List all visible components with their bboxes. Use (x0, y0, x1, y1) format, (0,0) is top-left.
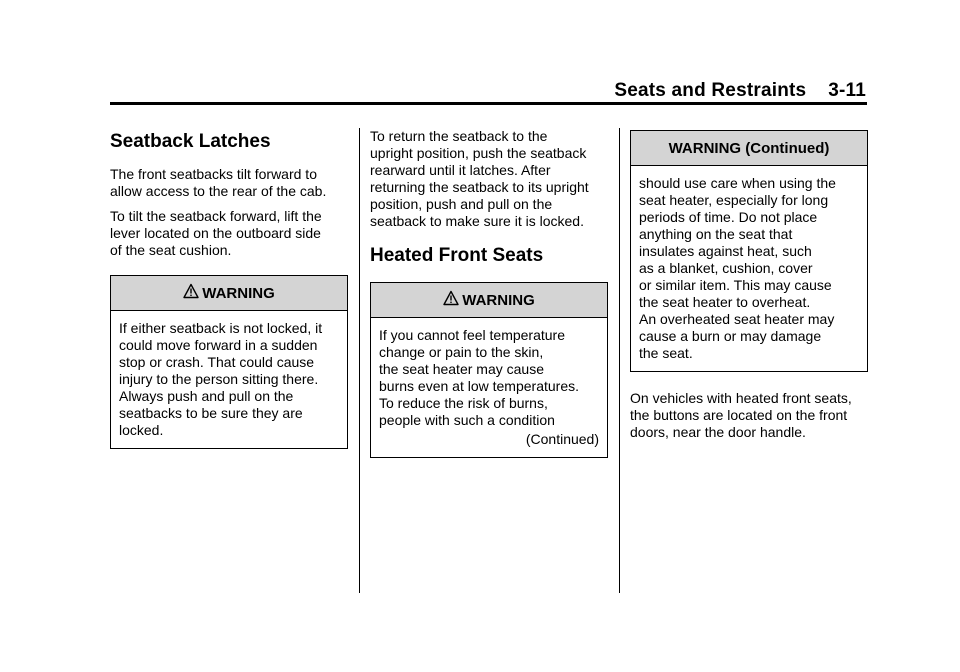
text-line: of the seat cushion. (110, 242, 232, 258)
continued-label: (Continued) (525, 431, 599, 447)
text-line: The front seatbacks tilt forward to (110, 166, 317, 182)
text-line: injury to the person sitting there. (119, 371, 319, 387)
text-line: returning the seatback to its upright (370, 179, 589, 195)
text-line: seatback to make sure it is locked. (370, 213, 584, 229)
warning-label: WARNING (462, 291, 535, 309)
text-line: stop or crash. That could cause (119, 354, 315, 370)
text-line: seat heater, especially for long (639, 192, 829, 208)
text-line: If you cannot feel temperature (379, 327, 565, 343)
paragraph-seatback-tilt (110, 166, 348, 200)
section-heading-seatback-latches: Seatback Latches (110, 131, 271, 152)
warning-body (631, 166, 867, 371)
text-line: insulates against heat, such (639, 243, 812, 259)
warning-body (111, 311, 347, 448)
text-line: position, push and pull on the (370, 196, 553, 212)
column-separator-2 (619, 128, 620, 593)
text-line: anything on the seat that (639, 226, 793, 242)
text-line: seatbacks to be sure they are (119, 405, 303, 421)
text-line: An overheated seat heater may (639, 311, 835, 327)
text-line: doors, near the door handle. (630, 424, 806, 440)
text-line: the seat. (639, 345, 693, 361)
warning-box-continued (630, 130, 868, 372)
text-line: as a blanket, cushion, cover (639, 260, 813, 276)
text-line: lever located on the outboard side (110, 225, 321, 241)
text-line: should use care when using the (639, 175, 836, 191)
text-line: people with such a condition (379, 412, 555, 428)
text-line: On vehicles with heated front seats, (630, 390, 852, 406)
text-line: change or pain to the skin, (379, 344, 544, 360)
text-line: Always push and pull on the (119, 388, 294, 404)
text-line: the seat heater may cause (379, 361, 544, 377)
warning-box-seatback (110, 275, 348, 449)
text-line: To tilt the seatback forward, lift the (110, 208, 322, 224)
text-line: burns even at low temperatures. (379, 378, 579, 394)
text-line: To reduce the risk of burns, (379, 395, 548, 411)
text-line: To return the seatback to the (370, 128, 548, 144)
text-line: upright position, push the seatback (370, 145, 587, 161)
text-line: the seat heater to overheat. (639, 294, 811, 310)
text-line: If either seatback is not locked, it (119, 320, 323, 336)
text-line: cause a burn or may damage (639, 328, 822, 344)
page-header-title: Seats and Restraints 3-11 (614, 80, 866, 101)
text-line: periods of time. Do not place (639, 209, 818, 225)
text-line: could move forward in a sudden (119, 337, 318, 353)
warning-box-heated-seats (370, 282, 608, 458)
column-separator-1 (359, 128, 360, 593)
text-line: the buttons are located on the front (630, 407, 848, 423)
text-line: or similar item. This may cause (639, 277, 832, 293)
warning-label: WARNING (202, 284, 275, 302)
header-rule (110, 102, 867, 105)
paragraph-heated-seat-buttons (630, 390, 868, 441)
warning-body (371, 318, 607, 457)
paragraph-return-seatback (370, 128, 608, 230)
column-1 (110, 124, 348, 449)
warning-label: WARNING (Continued) (668, 139, 830, 157)
section-heading-heated-front-seats: Heated Front Seats (370, 245, 544, 266)
warning-icon (443, 290, 459, 306)
text-line: rearward until it latches. After (370, 162, 551, 178)
warning-header (111, 276, 347, 311)
column-2 (370, 128, 608, 458)
text-line: locked. (119, 422, 164, 438)
warning-icon (183, 283, 199, 299)
column-3 (630, 124, 868, 449)
paragraph-tilt-instructions (110, 208, 348, 259)
text-line: allow access to the rear of the cab. (110, 183, 327, 199)
warning-header (631, 131, 867, 166)
warning-header (371, 283, 607, 318)
